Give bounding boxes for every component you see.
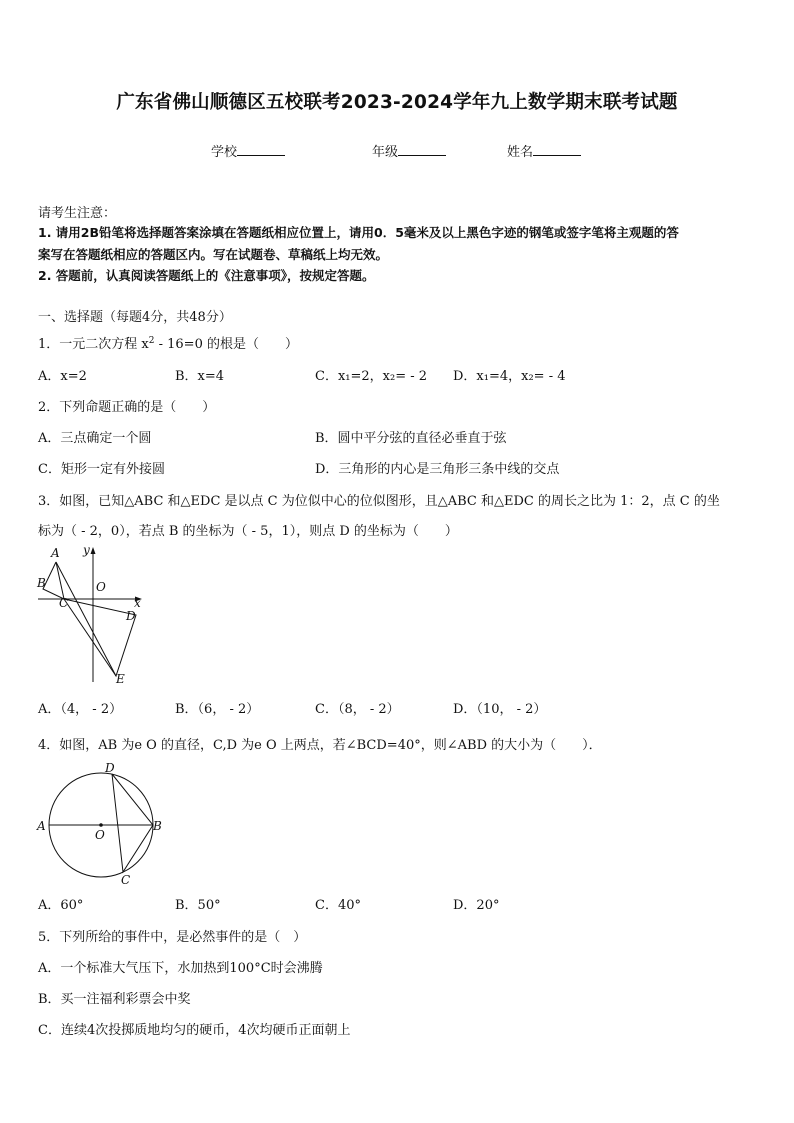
page-title: 广东省佛山顺德区五校联考2023-2024学年九上数学期末联考试题 [116,92,678,113]
question-1-stem [38,333,298,352]
q4-option-d[interactable]: D．20° [453,898,500,913]
q1-exponent: 2 [148,336,155,346]
q4-option-b[interactable]: B．50° [175,898,221,913]
label-e: E [116,672,125,686]
q1-option-b[interactable]: B．x=4 [175,369,225,384]
question-3-line-2: 标为（ - 2，0），若点 B 的坐标为（ - 5，1），则点 D 的坐标为（ ） [38,524,458,539]
notice-line-1: 1. 请用2B铅笔将选择题答案涂填在答题纸相应位置上，请用0．5毫米及以上黑色字迹的钢笔或签字笔将主观题的答 [38,225,679,240]
notice-heading: 请考生注意： [38,206,117,221]
label-c: C [121,873,131,887]
label-o: O [95,828,105,842]
q5-option-a[interactable]: A．一个标准大气压下，水加热到100°C时会沸腾 [38,961,323,976]
label-o: O [96,580,106,594]
chords-dbc [112,774,153,872]
name-field [507,141,581,160]
q1-option-a[interactable]: A．x=2 [38,369,87,384]
q1-option-d[interactable]: D．x₁=4，x₂= - 4 [453,369,566,384]
grade-blank [398,143,446,156]
q4-option-c[interactable]: C．40° [315,898,361,913]
question-4-stem: 4．如图，AB 为e O 的直径，C,D 为e O 上两点，若∠BCD=40°，则∠ABD 的大小为（ ）． [38,738,602,753]
label-a: A [37,819,46,833]
notice-line-3: 2. 答题前，认真阅读答题纸上的《注意事项》，按规定答题。 [38,268,375,283]
school-blank [237,143,285,156]
grade-field [372,141,446,160]
q4-figure [34,758,170,888]
section-heading: 一、选择题（每题4分，共48分） [38,310,232,325]
q1-stem-part: - 16=0 的根是（ ） [154,337,298,352]
q3-option-c[interactable]: C．（8， - 2） [315,702,400,717]
q3-option-b[interactable]: B．（6， - 2） [175,702,260,717]
q2-option-c[interactable]: C．矩形一定有外接圆 [38,462,165,477]
question-3-line-1: 3．如图，已知△ABC 和△EDC 是以点 C 为位似中心的位似图形，且△ABC 和△EDC 的周长之比为 1：2，点 C 的坐 [38,494,720,509]
label-d: D [126,609,136,623]
q3-option-d[interactable]: D．（10， - 2） [453,702,547,717]
label-a: A [51,546,60,560]
notice-line-2: 案写在答题纸相应的答题区内。写在试题卷、草稿纸上均无效。 [38,247,389,262]
triangle-abc [43,562,64,599]
school-field [211,141,285,160]
q1-stem-part: 1．一元二次方程 x [38,337,149,352]
label-d: D [105,761,115,775]
name-label: 姓名 [507,145,534,160]
q4-option-a[interactable]: A．60° [38,898,84,913]
label-b: B [37,576,46,590]
q2-option-b[interactable]: B．圆中平分弦的直径必垂直于弦 [315,431,507,446]
label-c: C [59,596,69,610]
label-b: B [153,819,162,833]
y-axis-arrow-icon [91,547,96,554]
q5-option-c[interactable]: C．连续4次投掷质地均匀的硬币，4次均硬币正面朝上 [38,1023,351,1038]
label-y: y [83,543,90,557]
name-blank [533,143,581,156]
q2-option-a[interactable]: A．三点确定一个圆 [38,431,152,446]
q1-option-c[interactable]: C．x₁=2，x₂= - 2 [315,369,428,384]
q2-option-d[interactable]: D．三角形的内心是三角形三条中线的交点 [315,462,560,477]
school-label: 学校 [211,145,238,160]
grade-label: 年级 [372,145,399,160]
question-2-stem: 2．下列命题正确的是（ ） [38,400,216,415]
line-ae [56,562,116,676]
label-x: x [134,596,141,610]
center-dot [99,823,103,827]
q3-option-a[interactable]: A．（4， - 2） [38,702,123,717]
question-5-stem: 5．下列所给的事件中，是必然事件的是（ ） [38,930,307,945]
q3-figure [34,542,154,688]
q5-option-b[interactable]: B．买一注福利彩票会中奖 [38,992,191,1007]
